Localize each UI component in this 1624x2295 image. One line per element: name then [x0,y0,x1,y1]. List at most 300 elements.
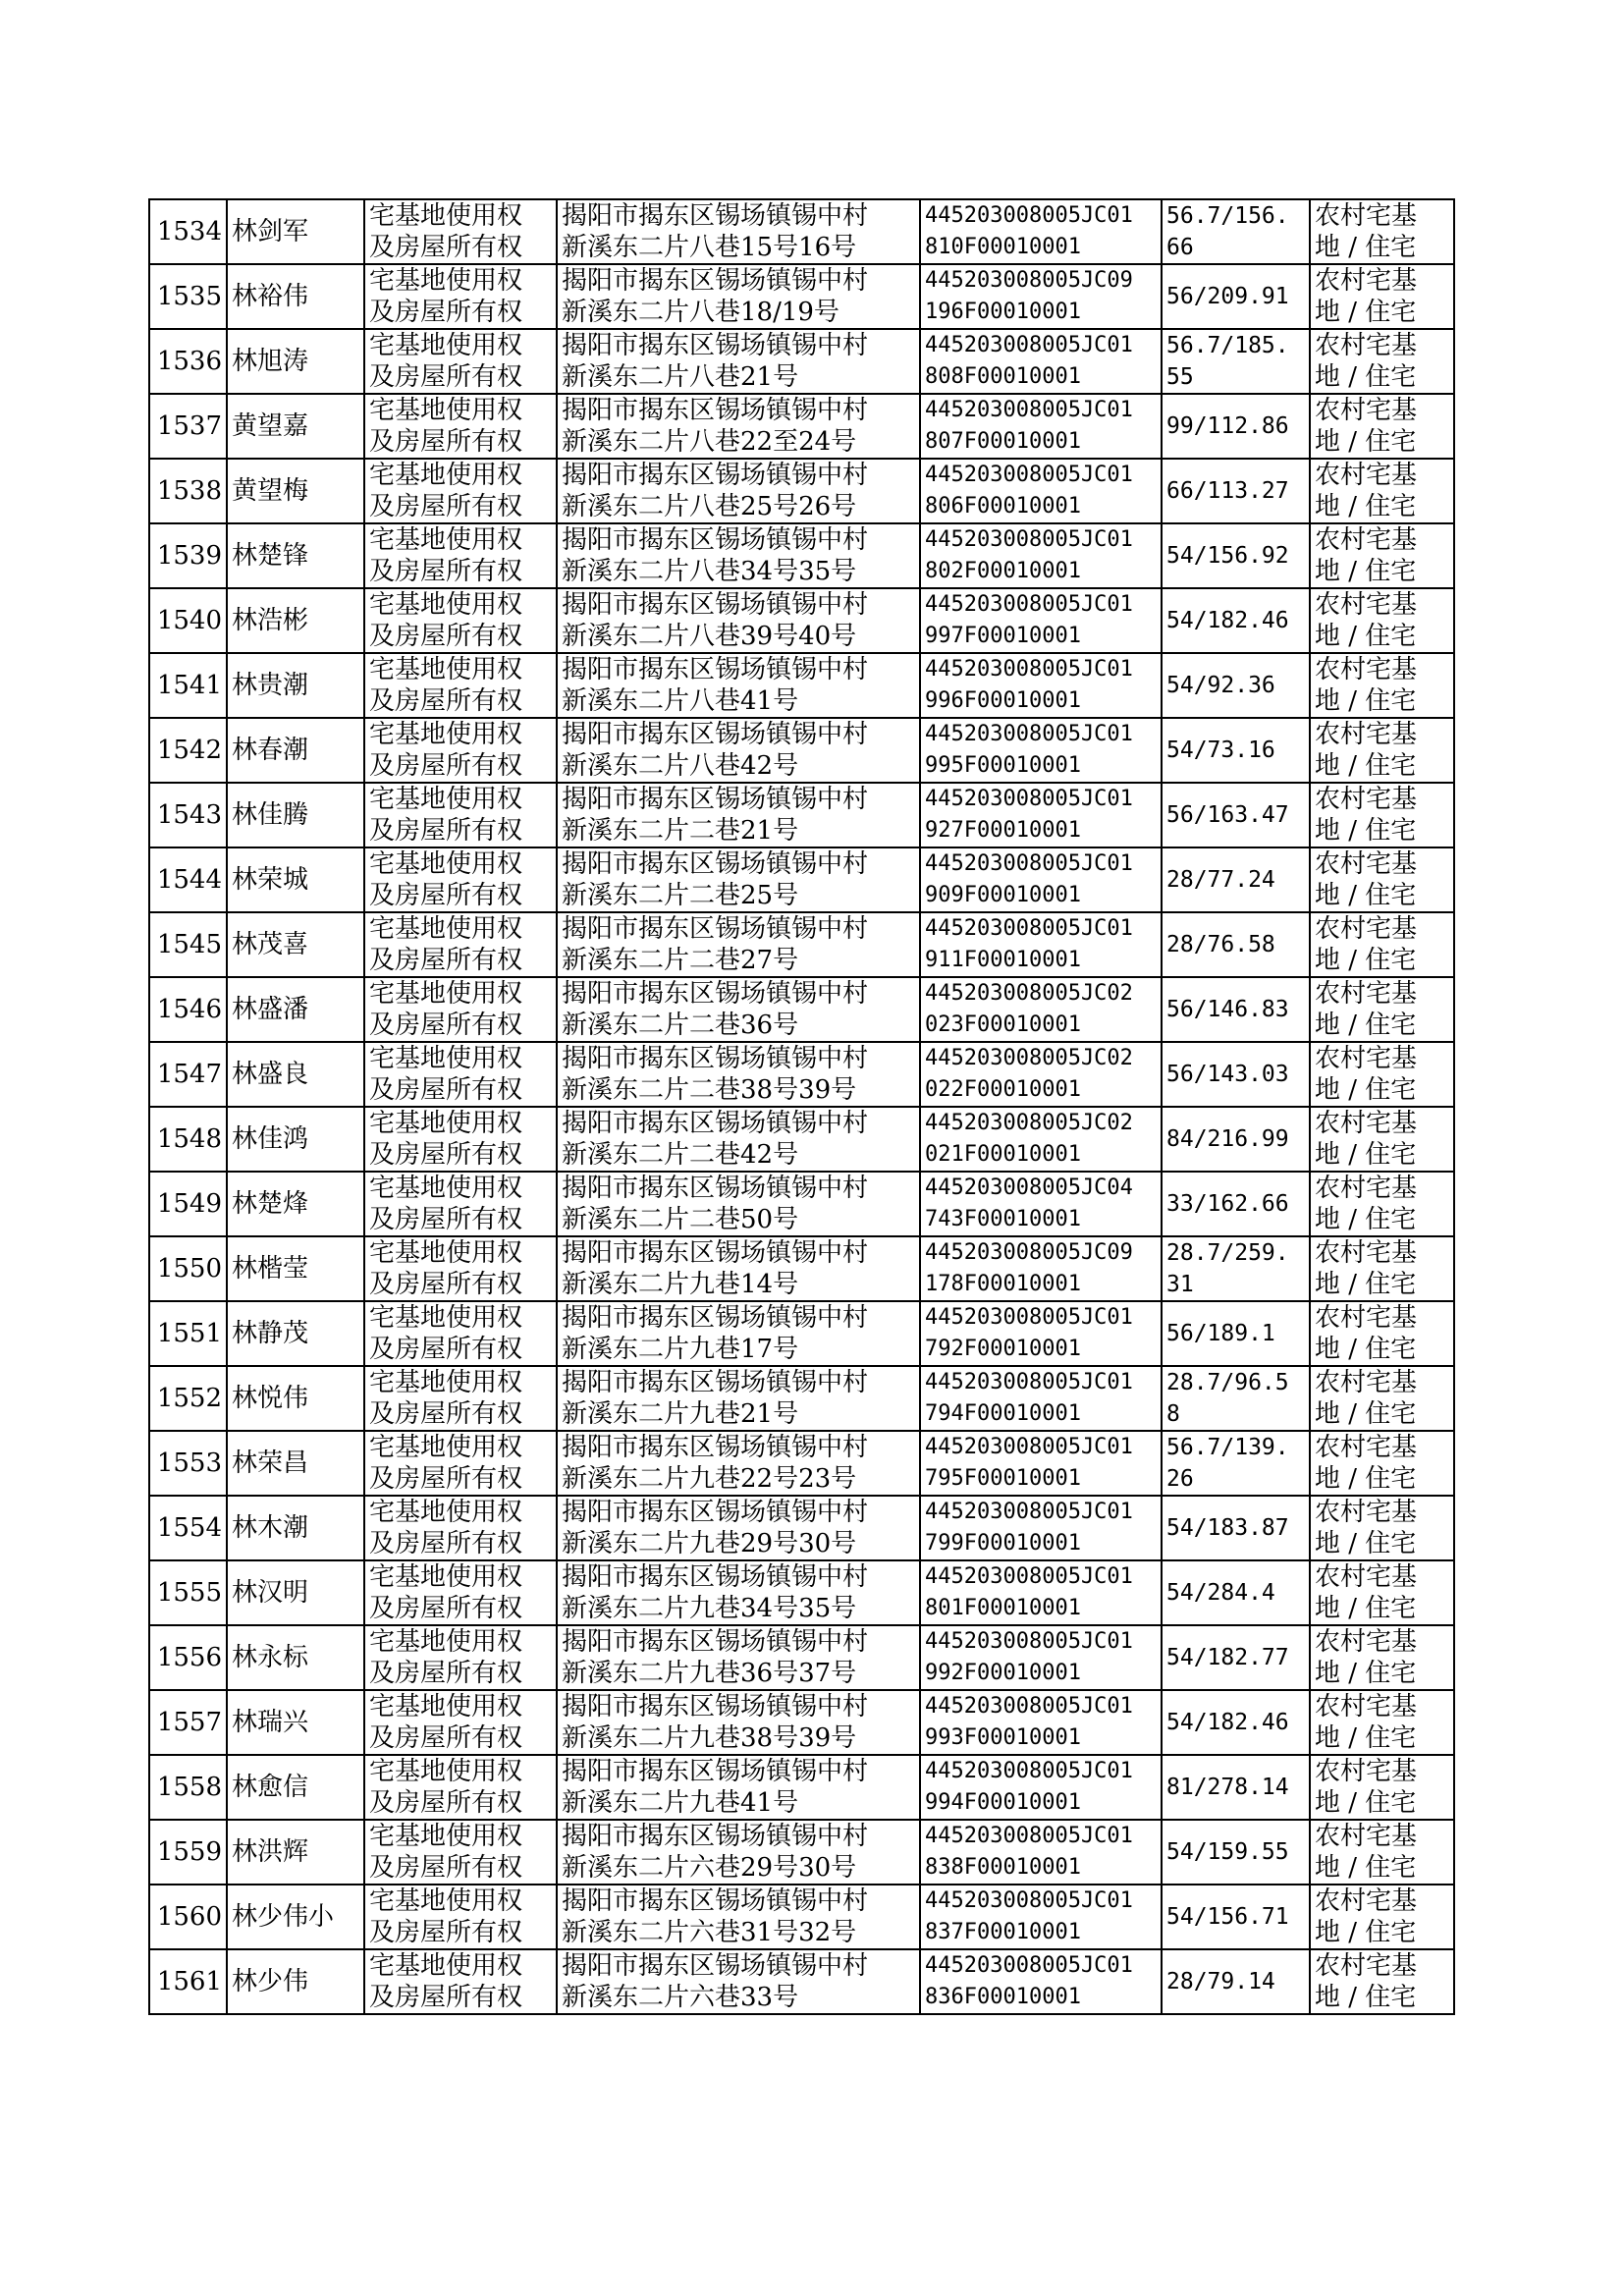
unit-code-line: 021F00010001 [925,1142,1081,1167]
address-line: 新溪东二片八巷18/19号 [562,298,839,327]
land-use-line: 地 / 住宅 [1315,557,1417,586]
row-number-cell: 1548 [149,1107,227,1172]
row-number-cell: 1549 [149,1172,227,1236]
row-number-cell: 1547 [149,1042,227,1107]
address-line: 揭阳市揭东区锡场镇锡中村 [562,979,869,1009]
address-cell [557,1625,920,1690]
right-type-line: 宅基地使用权 [369,266,523,296]
land-use-cell [1310,1301,1454,1366]
right-type-cell [364,912,557,977]
row-number-cell: 1546 [149,977,227,1042]
unit-code-line: 996F00010001 [925,688,1081,713]
land-use-line: 农村宅基 [1315,1692,1418,1721]
row-number-cell: 1551 [149,1301,227,1366]
right-type-line: 及房屋所有权 [369,1918,523,1947]
address-cell [557,847,920,912]
right-type-line: 及房屋所有权 [369,1140,523,1170]
right-type-line: 及房屋所有权 [369,881,523,910]
address-line: 揭阳市揭东区锡场镇锡中村 [562,1627,869,1657]
registry-table [148,198,1455,2015]
unit-code-line: 445203008005JC01 [925,1305,1133,1330]
right-type-line: 及房屋所有权 [369,1983,523,2012]
right-type-cell [364,1690,557,1755]
right-type-cell [364,1366,557,1431]
right-type-cell [364,1755,557,1820]
unit-code-line: 909F00010001 [925,883,1081,907]
address-cell [557,718,920,783]
owner-name-cell: 林旭涛 [227,329,364,394]
land-use-cell [1310,1625,1454,1690]
right-type-cell [364,653,557,718]
table-row [149,1885,1454,1949]
land-use-cell [1310,1042,1454,1107]
address-line: 新溪东二片二巷36号 [562,1011,799,1040]
unit-code-line: 445203008005JC01 [925,333,1133,357]
right-type-line: 及房屋所有权 [369,1011,523,1040]
owner-name-cell: 林春潮 [227,718,364,783]
unit-code-line: 911F00010001 [925,948,1081,972]
unit-code-cell [920,1172,1162,1236]
land-use-line: 地 / 住宅 [1315,427,1417,457]
land-use-line: 农村宅基 [1315,1822,1418,1851]
address-cell [557,1755,920,1820]
owner-name-cell: 林盛潘 [227,977,364,1042]
unit-code-cell [920,1107,1162,1172]
owner-name-cell: 林瑞兴 [227,1690,364,1755]
row-number-cell: 1545 [149,912,227,977]
address-cell [557,1820,920,1885]
address-line: 新溪东二片九巷17号 [562,1335,799,1364]
right-type-line: 及房屋所有权 [369,1075,523,1105]
land-use-cell [1310,1107,1454,1172]
right-type-cell [364,394,557,459]
area-cell [1162,912,1310,977]
row-number-cell: 1558 [149,1755,227,1820]
right-type-line: 宅基地使用权 [369,1498,523,1527]
right-type-line: 及房屋所有权 [369,946,523,975]
land-use-line: 地 / 住宅 [1315,816,1417,846]
right-type-line: 及房屋所有权 [369,492,523,521]
right-type-line: 及房屋所有权 [369,686,523,716]
unit-code-cell [920,459,1162,523]
unit-code-line: 802F00010001 [925,559,1081,583]
right-type-line: 及房屋所有权 [369,1205,523,1234]
address-cell [557,1431,920,1496]
unit-code-line: 801F00010001 [925,1596,1081,1620]
land-use-line: 地 / 住宅 [1315,1983,1417,2012]
row-number-cell: 1540 [149,588,227,653]
land-use-cell [1310,264,1454,329]
land-use-line: 农村宅基 [1315,1109,1418,1138]
area-cell [1162,1885,1310,1949]
right-type-cell [364,1885,557,1949]
area-cell [1162,1755,1310,1820]
land-use-cell [1310,1820,1454,1885]
row-number-cell: 1555 [149,1560,227,1625]
land-use-line: 农村宅基 [1315,914,1418,944]
area-line: 54/182.46 [1166,608,1289,633]
address-line: 揭阳市揭东区锡场镇锡中村 [562,590,869,620]
table-row [149,1690,1454,1755]
land-use-line: 地 / 住宅 [1315,622,1417,651]
unit-code-line: 997F00010001 [925,624,1081,648]
owner-name-cell: 林楚烽 [227,1172,364,1236]
unit-code-cell [920,1949,1162,2014]
row-number-cell: 1557 [149,1690,227,1755]
unit-code-line: 445203008005JC01 [925,463,1133,487]
address-cell [557,459,920,523]
land-use-line: 地 / 住宅 [1315,362,1417,392]
land-use-line: 地 / 住宅 [1315,233,1417,262]
unit-code-cell [920,1431,1162,1496]
right-type-cell [364,199,557,264]
unit-code-cell [920,588,1162,653]
area-cell [1162,1496,1310,1560]
address-line: 新溪东二片九巷34号35号 [562,1594,857,1623]
right-type-line: 及房屋所有权 [369,1335,523,1364]
area-line: 33/162.66 [1166,1191,1289,1217]
address-line: 新溪东二片九巷36号37号 [562,1659,857,1688]
table-row [149,1625,1454,1690]
right-type-line: 宅基地使用权 [369,1951,523,1981]
land-use-line: 地 / 住宅 [1315,1853,1417,1883]
table-row [149,1431,1454,1496]
address-line: 新溪东二片二巷50号 [562,1205,799,1234]
unit-code-cell [920,1236,1162,1301]
land-use-line: 地 / 住宅 [1315,1788,1417,1818]
land-use-line: 农村宅基 [1315,979,1418,1009]
unit-code-line: 743F00010001 [925,1207,1081,1231]
right-type-line: 宅基地使用权 [369,1562,523,1592]
area-line: 28.7/259. [1166,1240,1289,1266]
land-use-line: 农村宅基 [1315,1368,1418,1397]
area-cell [1162,1042,1310,1107]
land-use-line: 地 / 住宅 [1315,1011,1417,1040]
unit-code-line: 445203008005JC02 [925,1046,1133,1070]
table-row [149,1560,1454,1625]
land-use-line: 农村宅基 [1315,1303,1418,1333]
owner-name-cell: 林楷莹 [227,1236,364,1301]
unit-code-line: 795F00010001 [925,1466,1081,1491]
address-cell [557,264,920,329]
unit-code-line: 445203008005JC09 [925,268,1133,293]
area-line: 56/209.91 [1166,284,1289,309]
owner-name-cell: 林木潮 [227,1496,364,1560]
address-line: 揭阳市揭东区锡场镇锡中村 [562,1433,869,1462]
unit-code-line: 178F00010001 [925,1272,1081,1296]
right-type-cell [364,1625,557,1690]
address-line: 新溪东二片六巷33号 [562,1983,799,2012]
address-line: 新溪东二片八巷42号 [562,751,799,781]
area-cell [1162,1820,1310,1885]
unit-code-cell [920,783,1162,847]
right-type-cell [364,588,557,653]
area-cell [1162,1949,1310,2014]
unit-code-line: 445203008005JC01 [925,657,1133,682]
land-use-cell [1310,1431,1454,1496]
right-type-line: 及房屋所有权 [369,557,523,586]
unit-code-line: 838F00010001 [925,1855,1081,1880]
area-line: 54/182.46 [1166,1710,1289,1735]
address-line: 揭阳市揭东区锡场镇锡中村 [562,1109,869,1138]
unit-code-cell [920,1560,1162,1625]
table-row [149,199,1454,264]
unit-code-cell [920,977,1162,1042]
address-line: 新溪东二片六巷31号32号 [562,1918,857,1947]
address-line: 新溪东二片二巷38号39号 [562,1075,857,1105]
right-type-line: 宅基地使用权 [369,1433,523,1462]
right-type-cell [364,523,557,588]
unit-code-line: 445203008005JC01 [925,1370,1133,1394]
area-line: 28/77.24 [1166,867,1275,893]
area-line: 54/159.55 [1166,1839,1289,1865]
row-number-cell: 1539 [149,523,227,588]
unit-code-line: 806F00010001 [925,494,1081,519]
land-use-line: 农村宅基 [1315,1562,1418,1592]
unit-code-line: 445203008005JC01 [925,1435,1133,1459]
owner-name-cell: 林永标 [227,1625,364,1690]
land-use-line: 农村宅基 [1315,655,1418,684]
area-cell [1162,459,1310,523]
land-use-line: 农村宅基 [1315,1433,1418,1462]
area-line: 56/163.47 [1166,802,1289,828]
address-cell [557,783,920,847]
row-number-cell: 1559 [149,1820,227,1885]
right-type-cell [364,1496,557,1560]
area-cell [1162,1172,1310,1236]
unit-code-line: 810F00010001 [925,235,1081,259]
area-line: 99/112.86 [1166,413,1289,439]
land-use-cell [1310,977,1454,1042]
land-use-line: 农村宅基 [1315,396,1418,425]
unit-code-line: 995F00010001 [925,753,1081,778]
right-type-line: 宅基地使用权 [369,720,523,749]
owner-name-cell: 林裕伟 [227,264,364,329]
right-type-line: 及房屋所有权 [369,1853,523,1883]
table-row [149,912,1454,977]
land-use-cell [1310,1366,1454,1431]
address-line: 揭阳市揭东区锡场镇锡中村 [562,1303,869,1333]
row-number-cell: 1542 [149,718,227,783]
row-number-cell: 1543 [149,783,227,847]
unit-code-cell [920,394,1162,459]
area-cell [1162,1560,1310,1625]
address-line: 揭阳市揭东区锡场镇锡中村 [562,1238,869,1268]
table-row [149,977,1454,1042]
unit-code-line: 837F00010001 [925,1920,1081,1944]
address-cell [557,394,920,459]
area-line: 54/156.92 [1166,543,1289,569]
unit-code-line: 445203008005JC02 [925,981,1133,1006]
unit-code-line: 022F00010001 [925,1077,1081,1102]
right-type-line: 及房屋所有权 [369,1723,523,1753]
unit-code-line: 992F00010001 [925,1661,1081,1685]
right-type-line: 宅基地使用权 [369,1692,523,1721]
table-row [149,1496,1454,1560]
table-row [149,1366,1454,1431]
table-row [149,847,1454,912]
area-line: 31 [1166,1272,1194,1297]
right-type-line: 宅基地使用权 [369,914,523,944]
right-type-cell [364,977,557,1042]
table-row [149,1301,1454,1366]
address-line: 新溪东二片二巷25号 [562,881,799,910]
land-use-line: 地 / 住宅 [1315,881,1417,910]
right-type-line: 及房屋所有权 [369,751,523,781]
land-use-cell [1310,1496,1454,1560]
right-type-line: 及房屋所有权 [369,1464,523,1494]
address-line: 揭阳市揭东区锡场镇锡中村 [562,201,869,231]
address-line: 揭阳市揭东区锡场镇锡中村 [562,914,869,944]
right-type-cell [364,1560,557,1625]
owner-name-cell: 林悦伟 [227,1366,364,1431]
right-type-cell [364,783,557,847]
right-type-cell [364,1236,557,1301]
address-cell [557,1107,920,1172]
area-cell [1162,329,1310,394]
table-row [149,1107,1454,1172]
area-cell [1162,1431,1310,1496]
unit-code-line: 807F00010001 [925,429,1081,454]
table-row [149,523,1454,588]
unit-code-line: 445203008005JC01 [925,1694,1133,1719]
area-line: 66/113.27 [1166,478,1289,504]
table-row [149,1949,1454,2014]
unit-code-line: 836F00010001 [925,1985,1081,2009]
land-use-cell [1310,1690,1454,1755]
address-line: 揭阳市揭东区锡场镇锡中村 [562,266,869,296]
area-cell [1162,1690,1310,1755]
address-line: 揭阳市揭东区锡场镇锡中村 [562,785,869,814]
right-type-line: 宅基地使用权 [369,979,523,1009]
land-use-cell [1310,199,1454,264]
address-line: 新溪东二片二巷42号 [562,1140,799,1170]
address-line: 新溪东二片八巷39号40号 [562,622,857,651]
table-row [149,329,1454,394]
area-cell [1162,847,1310,912]
row-number-cell: 1534 [149,199,227,264]
land-use-line: 地 / 住宅 [1315,1659,1417,1688]
land-use-line: 地 / 住宅 [1315,1140,1417,1170]
address-cell [557,1949,920,2014]
unit-code-line: 445203008005JC01 [925,851,1133,876]
right-type-line: 宅基地使用权 [369,1109,523,1138]
area-line: 28/76.58 [1166,932,1275,957]
land-use-cell [1310,1949,1454,2014]
owner-name-cell: 林浩彬 [227,588,364,653]
address-cell [557,1690,920,1755]
right-type-line: 宅基地使用权 [369,1627,523,1657]
address-cell [557,329,920,394]
address-cell [557,523,920,588]
right-type-line: 及房屋所有权 [369,1399,523,1429]
land-use-line: 地 / 住宅 [1315,1594,1417,1623]
right-type-line: 宅基地使用权 [369,590,523,620]
row-number-cell: 1550 [149,1236,227,1301]
area-cell [1162,523,1310,588]
address-line: 新溪东二片八巷21号 [562,362,799,392]
right-type-cell [364,847,557,912]
unit-code-line: 023F00010001 [925,1012,1081,1037]
area-line: 28.7/96.5 [1166,1370,1289,1395]
address-line: 揭阳市揭东区锡场镇锡中村 [562,655,869,684]
land-use-line: 农村宅基 [1315,1757,1418,1786]
area-line: 66 [1166,235,1194,260]
address-cell [557,1366,920,1431]
unit-code-cell [920,1366,1162,1431]
unit-code-cell [920,847,1162,912]
address-line: 揭阳市揭东区锡场镇锡中村 [562,461,869,490]
right-type-line: 宅基地使用权 [369,461,523,490]
owner-name-cell: 林盛良 [227,1042,364,1107]
right-type-line: 及房屋所有权 [369,1270,523,1299]
right-type-line: 及房屋所有权 [369,1594,523,1623]
row-number-cell: 1552 [149,1366,227,1431]
address-line: 揭阳市揭东区锡场镇锡中村 [562,525,869,555]
address-line: 揭阳市揭东区锡场镇锡中村 [562,1886,869,1916]
land-use-line: 农村宅基 [1315,331,1418,360]
area-cell [1162,1301,1310,1366]
area-line: 28/79.14 [1166,1969,1275,1994]
table-row [149,1755,1454,1820]
address-line: 揭阳市揭东区锡场镇锡中村 [562,1174,869,1203]
owner-name-cell: 林少伟 [227,1949,364,2014]
owner-name-cell: 林佳腾 [227,783,364,847]
address-cell [557,1172,920,1236]
table-row [149,588,1454,653]
unit-code-cell [920,523,1162,588]
owner-name-cell: 黄望梅 [227,459,364,523]
area-line: 55 [1166,364,1194,390]
owner-name-cell: 林愈信 [227,1755,364,1820]
right-type-line: 宅基地使用权 [369,201,523,231]
address-line: 揭阳市揭东区锡场镇锡中村 [562,1562,869,1592]
unit-code-cell [920,199,1162,264]
land-use-line: 地 / 住宅 [1315,492,1417,521]
unit-code-cell [920,653,1162,718]
unit-code-cell [920,329,1162,394]
right-type-line: 宅基地使用权 [369,331,523,360]
right-type-line: 及房屋所有权 [369,1788,523,1818]
land-use-line: 农村宅基 [1315,1238,1418,1268]
area-line: 54/182.77 [1166,1645,1289,1670]
area-line: 56/143.03 [1166,1062,1289,1087]
unit-code-cell [920,1625,1162,1690]
table-row [149,264,1454,329]
land-use-line: 地 / 住宅 [1315,946,1417,975]
right-type-cell [364,1820,557,1885]
right-type-line: 及房屋所有权 [369,362,523,392]
table-row [149,1236,1454,1301]
land-use-line: 农村宅基 [1315,590,1418,620]
unit-code-line: 445203008005JC01 [925,1759,1133,1783]
address-line: 揭阳市揭东区锡场镇锡中村 [562,396,869,425]
land-use-line: 地 / 住宅 [1315,1529,1417,1558]
land-use-line: 地 / 住宅 [1315,1335,1417,1364]
address-line: 新溪东二片二巷27号 [562,946,799,975]
land-use-cell [1310,1885,1454,1949]
area-line: 84/216.99 [1166,1126,1289,1152]
right-type-line: 宅基地使用权 [369,525,523,555]
address-line: 揭阳市揭东区锡场镇锡中村 [562,331,869,360]
right-type-cell [364,264,557,329]
land-use-line: 农村宅基 [1315,1044,1418,1073]
row-number-cell: 1561 [149,1949,227,2014]
unit-code-line: 445203008005JC01 [925,916,1133,941]
row-number-cell: 1537 [149,394,227,459]
land-use-line: 农村宅基 [1315,201,1418,231]
land-use-cell [1310,1172,1454,1236]
